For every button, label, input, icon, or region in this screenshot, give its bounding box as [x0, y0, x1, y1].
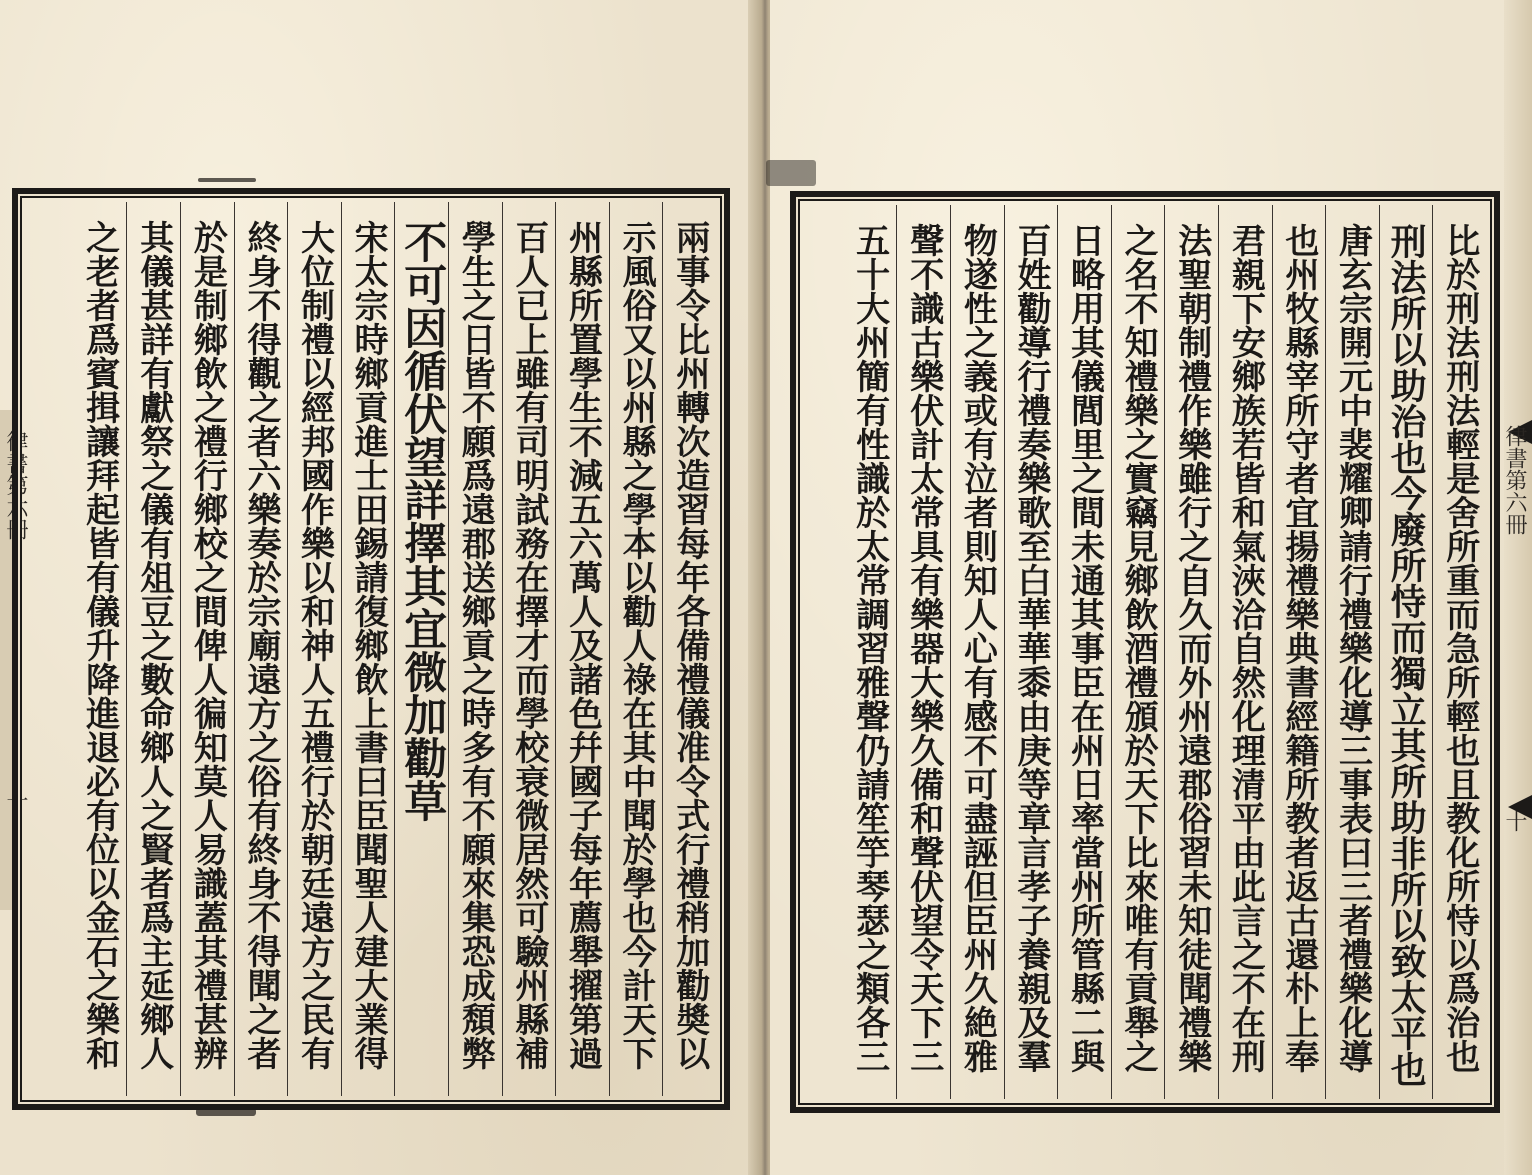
right-fold-page-number: 十: [1502, 810, 1527, 832]
text-column: [502, 202, 556, 1096]
text-column: [1218, 205, 1272, 1099]
column-text: 法聖朝制禮作樂雖行之自久而外州遠郡俗習未知徒聞禮樂: [1171, 223, 1212, 1073]
text-column: [896, 205, 950, 1099]
column-text: 學生之日皆不願爲遠郡送鄉貢之時多有不願來集恐成頽弊: [455, 220, 496, 1070]
text-column: [1057, 205, 1111, 1099]
text-column: [1325, 205, 1379, 1099]
column-text: 百人已上雖有司明試務在擇才而學校衰微居然可驗州縣補: [508, 220, 549, 1070]
column-text: 刑法所以助治也今廢所恃而獨立其所助非所以致太平也: [1385, 223, 1428, 1087]
text-column: [1272, 205, 1326, 1099]
column-text: 大位制禮以經邦國作樂以和神人五禮行於朝廷遠方之民有: [294, 220, 335, 1070]
column-text: 不可因循伏望詳擇其宜微加勸草: [397, 220, 448, 822]
column-text: 示風俗又以州縣之學本以勸人祿在其中聞於學也今計天下: [616, 220, 657, 1070]
left-text-frame: [12, 188, 730, 1110]
column-text: 之名不知禮樂之實竊見鄉飲酒禮頒於天下比來唯有貢舉之: [1118, 223, 1159, 1073]
column-text: 宋太宗時鄉貢進士田錫請復鄉飲上書曰臣聞聖人建大業得: [348, 220, 389, 1070]
text-column: [609, 202, 663, 1096]
text-column: [126, 202, 180, 1096]
text-column: [287, 202, 341, 1096]
column-text: 百姓勸導行禮奏樂歌至白華華黍由庚等章言孝子養親及羣: [1010, 223, 1051, 1073]
ink-smudge: [198, 178, 256, 182]
text-column: [73, 202, 127, 1096]
text-column: [448, 202, 502, 1096]
text-column: [394, 202, 448, 1096]
text-column: [843, 205, 897, 1099]
right-text-frame: [790, 191, 1500, 1113]
text-column: [234, 202, 288, 1096]
right-fold-margin: [1504, 0, 1532, 1175]
text-column: [1379, 205, 1433, 1099]
column-text: 唐玄宗開元中裴耀卿請行禮樂化導三事表曰三者禮樂化導: [1332, 223, 1373, 1073]
right-column-grid: [804, 205, 1486, 1099]
right-fold-title: 律書第六冊: [1502, 425, 1527, 535]
left-fold-title: 律書第六冊: [3, 430, 28, 540]
text-column: [950, 205, 1004, 1099]
left-column-grid: [26, 202, 716, 1096]
text-column: [1432, 205, 1486, 1099]
column-text: 其儀甚詳有獻祭之儀有俎豆之數命鄉人之賢者爲主延鄉人: [133, 220, 174, 1070]
left-page: [0, 0, 758, 1175]
text-column: [341, 202, 395, 1096]
column-text: 州縣所置學生不減五六萬人及諸色幷國子每年薦舉擢第過: [562, 220, 603, 1070]
text-column: [1111, 205, 1165, 1099]
column-text: 物遂性之義或有泣者則知人心有感不可盡誣但臣州久絶雅: [957, 223, 998, 1073]
column-text: 日略用其儀閭里之間未通其事臣在州日率當州所管縣二與: [1064, 223, 1105, 1073]
column-text: 也州牧縣宰所守者宜揚禮樂典書經籍所教者返古還朴上奉: [1278, 223, 1319, 1073]
column-text: 兩事令比州轉次造習每年各備禮儀准令式行禮稍加勸奬以: [669, 220, 710, 1070]
text-column: [1004, 205, 1058, 1099]
column-text: 君親下安鄉族若皆和氣浹洽自然化理清平由此言之不在刑: [1225, 223, 1266, 1073]
right-page: [770, 0, 1532, 1175]
column-text: 比於刑法刑法輕是舍所重而急所輕也且教化所恃以爲治也: [1439, 223, 1480, 1073]
column-text: 於是制鄉飲之禮行鄉校之間俾人徧知莫人易識蓋其禮甚辨: [187, 220, 228, 1070]
column-text: 之老者爲賓揖讓拜起皆有儀升降進退必有位以金石之樂和: [79, 220, 120, 1070]
text-column: [180, 202, 234, 1096]
text-column: [555, 202, 609, 1096]
column-text: 五十大州簡有性識於太常調習雅聲仍請笙竽琴瑟之類各三: [849, 223, 890, 1073]
ink-smudge: [766, 160, 816, 186]
column-text: 終身不得觀之者六樂奏於宗廟遠方之俗有終身不得聞之者: [240, 220, 281, 1070]
text-column: [662, 202, 716, 1096]
left-fold-page-number: 十: [3, 790, 28, 812]
text-column: [1164, 205, 1218, 1099]
column-text: 聲不識古樂伏計太常具有樂器大樂久備和聲伏望令天下三: [903, 223, 944, 1073]
